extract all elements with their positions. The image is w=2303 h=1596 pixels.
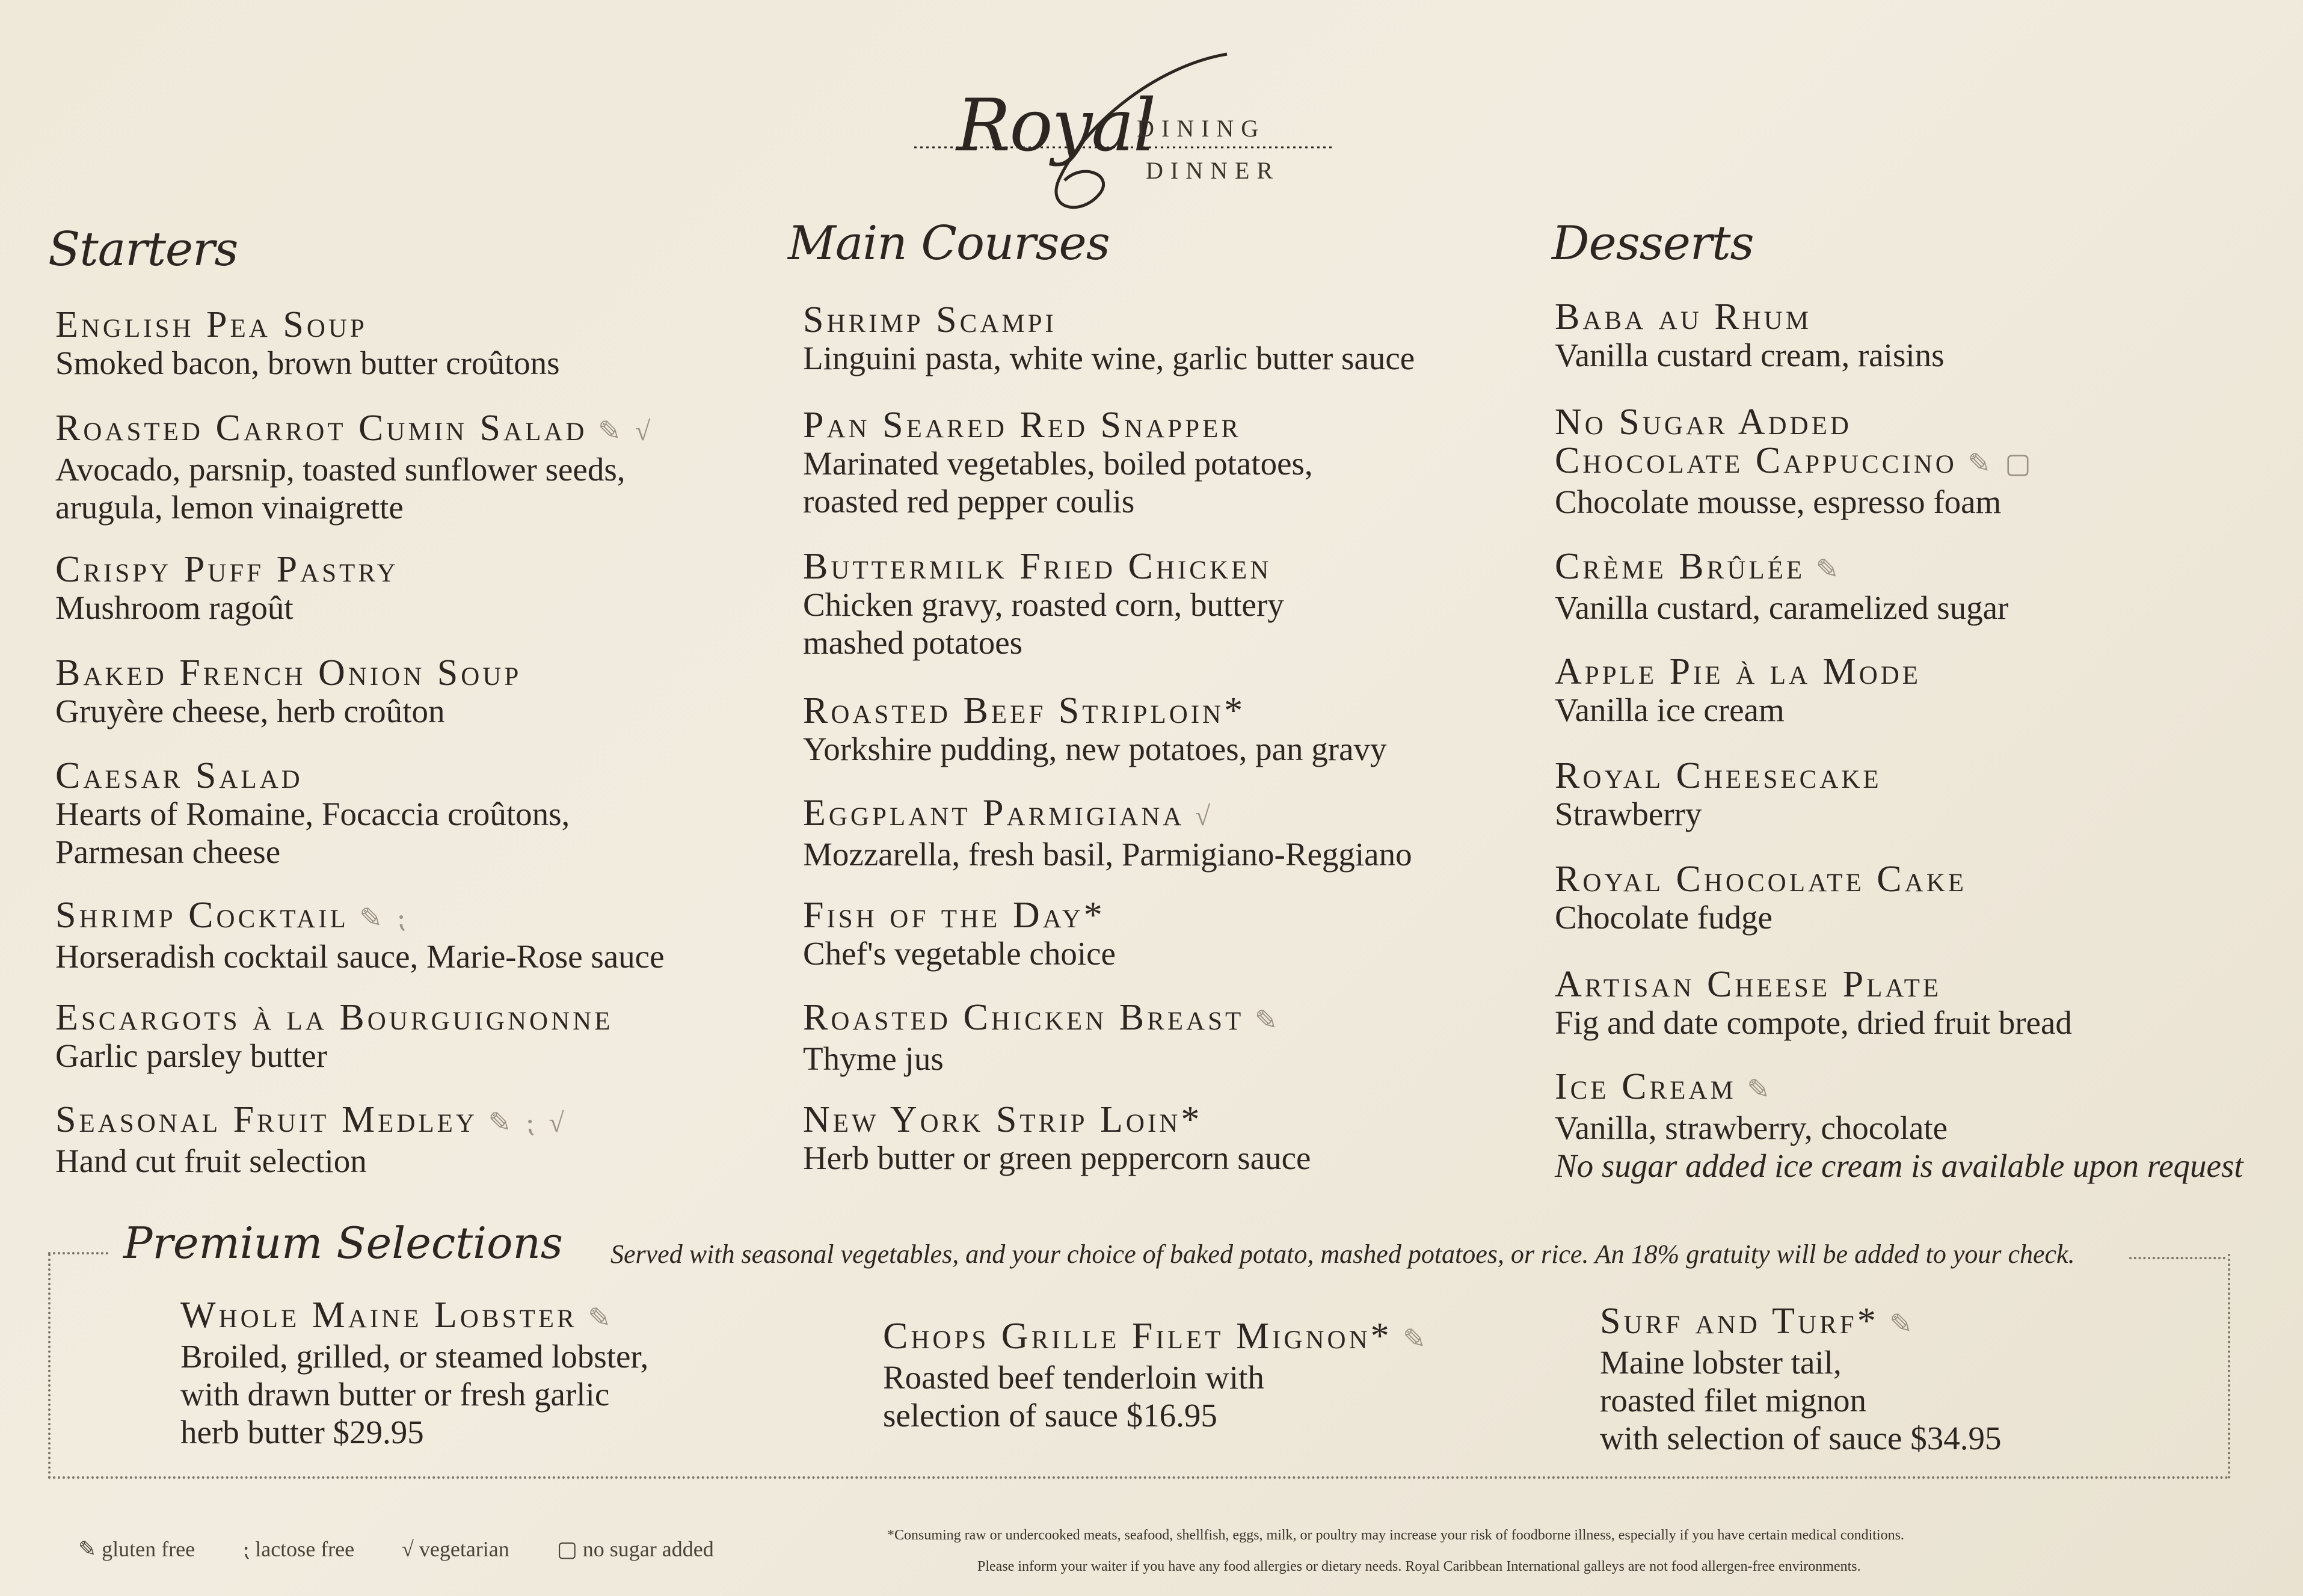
dish-description: Mushroom ragoût xyxy=(55,589,294,626)
main-course-item xyxy=(803,794,1412,873)
dish-name: Escargots à la Bourguignonne xyxy=(55,997,613,1038)
main-courses-heading: Main Courses xyxy=(788,216,1110,271)
dish-description: Chicken gravy, roasted corn, buttery xyxy=(803,586,1284,623)
dish-description: Horseradish cocktail sauce, Marie-Rose sauce xyxy=(55,938,665,975)
dish-name: Roasted Beef Striploin* xyxy=(803,690,1246,731)
dietary-symbols: ✎ ⁏ xyxy=(348,903,410,933)
dish-name: New York Strip Loin* xyxy=(803,1099,1203,1140)
main-course-item xyxy=(803,692,1387,768)
legend-lactose-free: ⁏ lactose free xyxy=(242,1537,355,1561)
dish-name: Fish of the Day* xyxy=(803,895,1105,936)
dish-description: with selection of sauce $34.95 xyxy=(1600,1420,2002,1456)
dish-description: roasted red pepper coulis xyxy=(803,483,1135,520)
dish-name: Artisan Cheese Plate xyxy=(1555,964,1942,1005)
premium-note: Served with seasonal vegetables, and your choice of baked potato, mashed potatoes, or rice. An 18% gratuity will be added to your check. xyxy=(610,1239,2075,1269)
logo-brand: Royal xyxy=(956,84,1155,168)
starter-item xyxy=(55,896,665,975)
dish-name: Apple Pie à la Mode xyxy=(1555,651,1922,692)
dish-description: Garlic parsley butter xyxy=(55,1037,328,1074)
dish-description: with drawn butter or fresh garlic xyxy=(180,1376,610,1413)
dish-name: No Sugar Added xyxy=(1555,402,1852,443)
dish-description: Hearts of Romaine, Focaccia croûtons, xyxy=(55,796,570,832)
dish-description: Linguini pasta, white wine, garlic butter sauce xyxy=(803,340,1415,376)
main-course-item xyxy=(803,896,1116,972)
dessert-item xyxy=(1555,652,1921,729)
dish-description: Smoked bacon, brown butter croûtons xyxy=(55,345,560,381)
dish-name: Seasonal Fruit Medley ✎ ⁏ √ xyxy=(55,1099,568,1140)
dish-name: Roasted Carrot Cumin Salad ✎ √ xyxy=(55,408,654,449)
dish-description: Strawberry xyxy=(1555,796,1702,832)
legend-no-sugar: ▢ no sugar added xyxy=(556,1537,714,1561)
dish-description: Yorkshire pudding, new potatoes, pan gravy xyxy=(803,731,1387,767)
dessert-item xyxy=(1555,757,1882,833)
starter-item xyxy=(55,409,654,526)
dish-name: Surf and Turf* ✎ xyxy=(1600,1301,1916,1342)
dish-name: Whole Maine Lobster ✎ xyxy=(180,1295,615,1336)
dish-name: Pan Seared Red Snapper xyxy=(803,405,1241,446)
dietary-symbols: ✎ xyxy=(1878,1309,1916,1339)
dish-description: Vanilla custard cream, raisins xyxy=(1555,337,1945,373)
dish-description: Fig and date compote, dried fruit bread xyxy=(1555,1004,2072,1041)
starters-heading: Starters xyxy=(48,223,238,277)
starter-item xyxy=(55,998,613,1075)
dish-description: herb butter $29.95 xyxy=(180,1414,424,1450)
dish-description: Chocolate mousse, espresso foam xyxy=(1555,483,2002,520)
dish-name: Caesar Salad xyxy=(55,755,303,796)
dish-description: Vanilla, strawberry, chocolate xyxy=(1555,1110,1948,1146)
dish-description: selection of sauce $16.95 xyxy=(883,1397,1217,1434)
dish-description: Avocado, parsnip, toasted sunflower seeds, xyxy=(55,451,626,488)
dish-name: Chocolate Cappuccino ✎ ▢ xyxy=(1555,440,2035,481)
dessert-item xyxy=(1555,1067,2243,1185)
dish-description: Mozzarella, fresh basil, Parmigiano-Reggiano xyxy=(803,836,1412,873)
dish-name: Ice Cream ✎ xyxy=(1555,1066,1774,1107)
premium-heading: Premium Selections xyxy=(123,1218,563,1268)
logo-dining: DINING xyxy=(1137,115,1266,142)
dessert-item xyxy=(1555,298,1945,374)
dietary-symbols: √ xyxy=(1184,800,1214,831)
dish-name: Shrimp Cocktail ✎ ⁏ xyxy=(55,895,410,936)
dish-description: Herb butter or green peppercorn sauce xyxy=(803,1140,1311,1176)
symbol-legend xyxy=(78,1536,756,1562)
dish-name: English Pea Soup xyxy=(55,304,367,345)
main-course-item xyxy=(803,998,1281,1078)
dish-name: Shrimp Scampi xyxy=(803,299,1057,340)
dish-name: Baked French Onion Soup xyxy=(55,652,522,693)
dietary-symbols: ✎ ⁏ √ xyxy=(477,1107,568,1138)
dish-description: Broiled, grilled, or steamed lobster, xyxy=(180,1338,649,1375)
dish-name: Eggplant Parmigiana √ xyxy=(803,793,1214,833)
legend-gluten-free: ✎ gluten free xyxy=(78,1537,195,1561)
dish-description: Vanilla ice cream xyxy=(1555,692,1785,728)
allergy-notice: Please inform your waiter if you have any food allergies or dietary needs. Royal Caribbean International galleys are not food allergen-free environments. xyxy=(977,1559,1861,1574)
dish-description: Thyme jus xyxy=(803,1040,944,1077)
dietary-symbols: ✎ √ xyxy=(587,416,654,446)
main-course-item xyxy=(803,406,1313,520)
dish-description: Hand cut fruit selection xyxy=(55,1143,367,1179)
consumption-warning: *Consuming raw or undercooked meats, seafood, shellfish, eggs, milk, or poultry may increase your risk of foodborne illness, especially if you have certain medical conditions. xyxy=(887,1527,1904,1543)
dish-note: No sugar added ice cream is available upon request xyxy=(1555,1147,2243,1184)
logo-dinner: DINNER xyxy=(1146,157,1281,184)
dish-description: Marinated vegetables, boiled potatoes, xyxy=(803,445,1313,482)
dish-description: Maine lobster tail, xyxy=(1600,1344,1842,1381)
dietary-symbols: ✎ xyxy=(1244,1005,1282,1036)
dish-description: Parmesan cheese xyxy=(55,833,281,870)
desserts-heading: Desserts xyxy=(1552,216,1754,271)
main-course-item xyxy=(803,301,1415,377)
premium-item xyxy=(883,1317,1430,1434)
starter-item xyxy=(55,1100,568,1180)
dish-name: Royal Chocolate Cake xyxy=(1555,859,1967,900)
dessert-item xyxy=(1555,860,1967,936)
dish-description: Chef's vegetable choice xyxy=(803,935,1116,972)
dietary-symbols: ✎ xyxy=(1805,554,1843,585)
starter-item xyxy=(55,654,521,730)
dish-description: mashed potatoes xyxy=(803,624,1023,661)
dish-name: Crème Brûlée ✎ xyxy=(1555,546,1843,587)
dish-description: Vanilla custard, caramelized sugar xyxy=(1555,589,2009,626)
dish-description: Chocolate fudge xyxy=(1555,899,1773,936)
premium-item xyxy=(180,1296,648,1451)
premium-item xyxy=(1600,1302,2001,1457)
dish-description: Gruyère cheese, herb croûton xyxy=(55,693,445,729)
dessert-item xyxy=(1555,965,2072,1042)
dietary-symbols: ✎ ▢ xyxy=(1957,448,2035,479)
main-course-item xyxy=(803,547,1284,661)
dish-name: Buttermilk Fried Chicken xyxy=(803,546,1272,587)
royal-dining-logo xyxy=(902,42,1359,223)
dish-name: Royal Cheesecake xyxy=(1555,755,1882,796)
starter-item xyxy=(55,550,399,627)
main-course-item xyxy=(803,1100,1311,1177)
dessert-item xyxy=(1555,403,2035,521)
starter-item xyxy=(55,305,560,382)
dish-description: arugula, lemon vinaigrette xyxy=(55,489,404,526)
dessert-item xyxy=(1555,547,2008,627)
dish-description: Roasted beef tenderloin with xyxy=(883,1359,1264,1396)
dish-name: Chops Grille Filet Mignon* ✎ xyxy=(883,1316,1430,1357)
starter-item xyxy=(55,757,570,871)
dish-description: roasted filet mignon xyxy=(1600,1382,1866,1419)
dietary-symbols: ✎ xyxy=(577,1303,615,1333)
dietary-symbols: ✎ xyxy=(1392,1324,1430,1354)
dish-name: Roasted Chicken Breast ✎ xyxy=(803,997,1282,1038)
dish-name: Baba au Rhum xyxy=(1555,296,1812,337)
dish-name: Crispy Puff Pastry xyxy=(55,549,399,590)
dietary-symbols: ✎ xyxy=(1736,1074,1774,1105)
legend-vegetarian: √ vegetarian xyxy=(402,1537,509,1561)
